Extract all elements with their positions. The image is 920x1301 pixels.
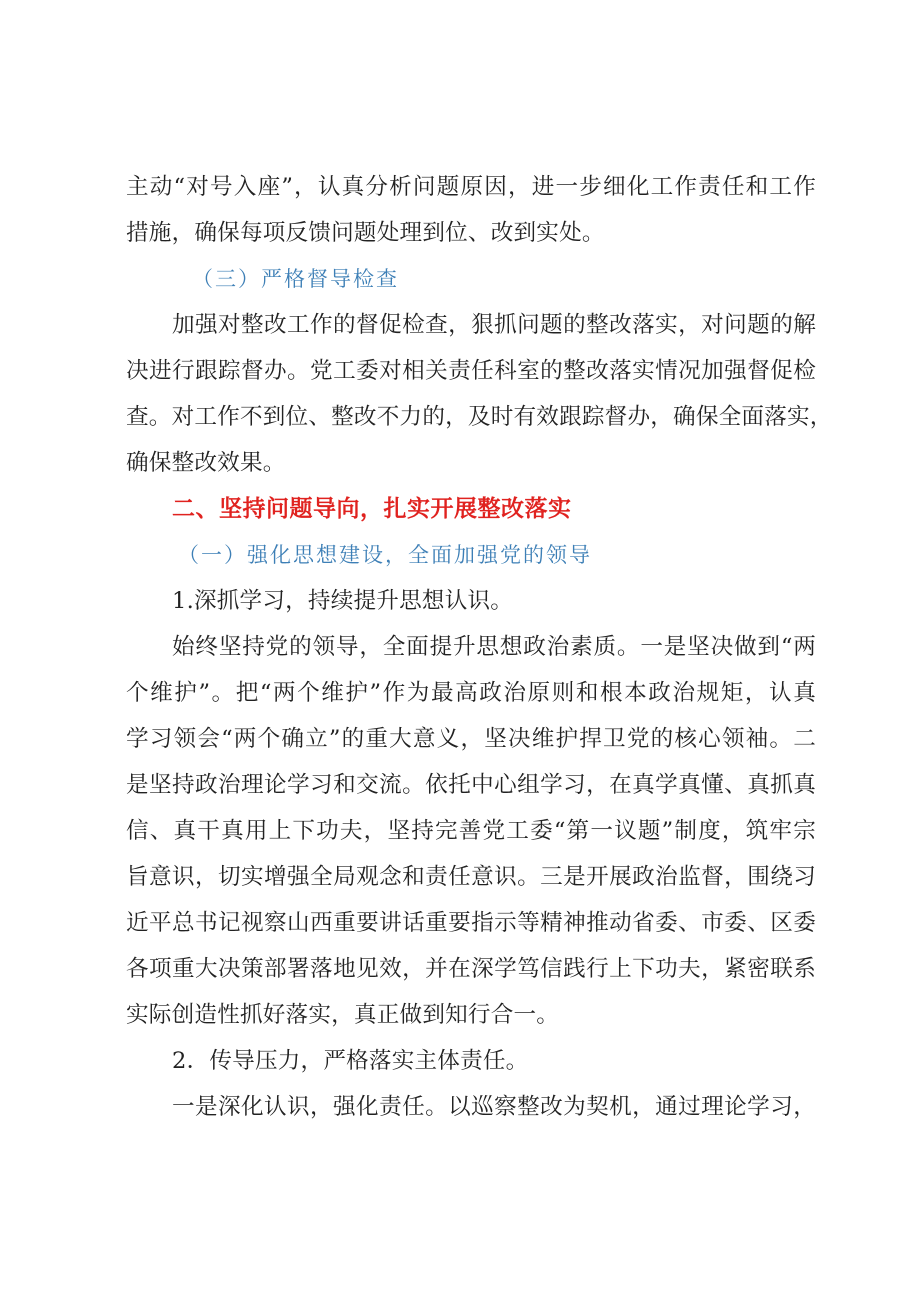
paragraph-first-line: 加强对整改工作的督促检查，狠抓问题的整改落实，对问题的解 (172, 312, 816, 338)
item-heading: 2．传导压力，严格落实主体责任。 (172, 1048, 529, 1074)
text-line: 决进行跟踪督办。党工委对相关责任科室的整改落实情况加强督促检 (126, 358, 816, 384)
text-line: 确保整改效果。 (126, 450, 286, 476)
text-line: 信、真干真用上下功夫，坚持完善党工委“第一议题”制度，筑牢宗 (126, 818, 816, 844)
paragraph-first-line: 一是深化认识，强化责任。以巡察整改为契机，通过理论学习， (172, 1094, 816, 1120)
text-line: 主动“对号入座”，认真分析问题原因，进一步细化工作责任和工作 (126, 174, 816, 200)
section-heading: 二、坚持问题导向，扎实开展整改落实 (172, 496, 572, 522)
item-heading: 1.深抓学习，持续提升思想认识。 (172, 588, 514, 614)
paragraph-first-line: 始终坚持党的领导，全面提升思想政治素质。一是坚决做到“两 (172, 634, 816, 660)
text-line: 查。对工作不到位、整改不力的，及时有效跟踪督办，确保全面落实， (126, 404, 833, 430)
subsection-heading: （三）严格督导检查 (192, 267, 399, 291)
text-line: 学习领会“两个确立”的重大意义，坚决维护捍卫党的核心领袖。二 (126, 726, 816, 752)
text-line: 近平总书记视察山西重要讲话重要指示等精神推动省委、市委、区委 (126, 910, 816, 936)
text-line: 个维护”。把“两个维护”作为最高政治原则和根本政治规矩，认真 (126, 680, 816, 706)
subsection-heading: （一）强化思想建设，全面加强党的领导 (178, 543, 592, 567)
text-line: 是坚持政治理论学习和交流。依托中心组学习，在真学真懂、真抓真 (126, 772, 816, 798)
text-line: 措施，确保每项反馈问题处理到位、改到实处。 (126, 220, 605, 246)
text-line: 各项重大决策部署落地见效，并在深学笃信践行上下功夫，紧密联系 (126, 956, 816, 982)
text-line: 实际创造性抓好落实，真正做到知行合一。 (126, 1002, 560, 1028)
text-line: 旨意识，切实增强全局观念和责任意识。三是开展政治监督，围绕习 (126, 864, 816, 890)
